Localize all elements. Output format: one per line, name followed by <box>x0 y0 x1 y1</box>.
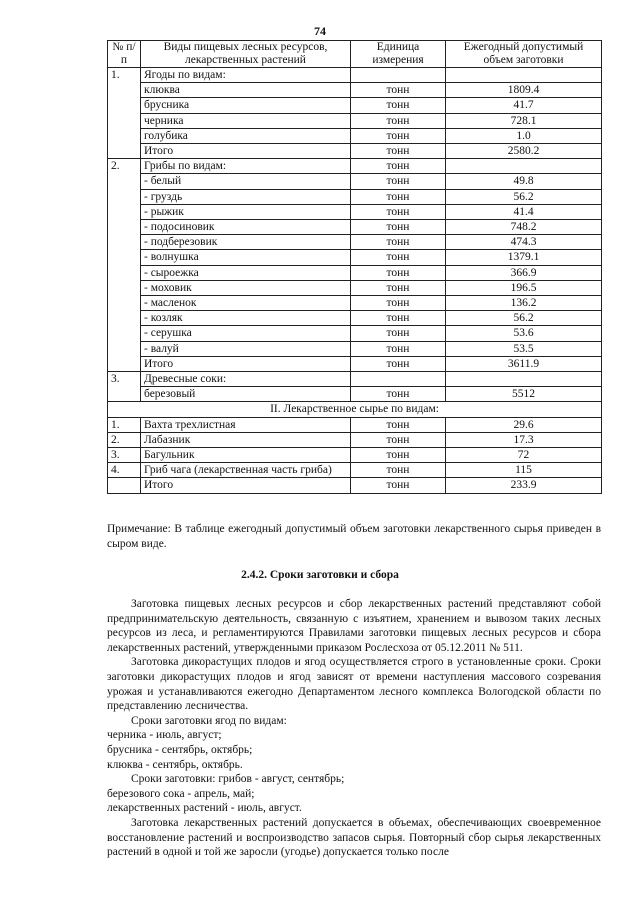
group-title: Древесные соки: <box>141 372 351 387</box>
row-unit: тонн <box>351 113 446 128</box>
row-value: 115 <box>446 463 602 478</box>
table-row <box>108 174 602 189</box>
row-number: 2. <box>108 432 141 447</box>
row-name: березовый <box>141 387 351 402</box>
table-row <box>108 311 602 326</box>
row-unit: тонн <box>351 280 446 295</box>
row-value: 56.2 <box>446 311 602 326</box>
row-name: Багульник <box>141 448 351 463</box>
row-number: 3. <box>108 448 141 463</box>
row-number <box>108 478 141 493</box>
row-value: 474.3 <box>446 235 602 250</box>
row-name: - волнушка <box>141 250 351 265</box>
header-unit: Единица измерения <box>351 41 446 68</box>
table-group-title-row <box>108 372 602 387</box>
table-row <box>108 144 602 159</box>
row-value: 1.0 <box>446 128 602 143</box>
row-value: 72 <box>446 448 602 463</box>
table-body <box>108 68 602 494</box>
row-value: 196.5 <box>446 280 602 295</box>
row-unit: тонн <box>351 265 446 280</box>
row-unit: тонн <box>351 341 446 356</box>
row-value: 41.7 <box>446 98 602 113</box>
list-item: брусника - сентябрь, октябрь; <box>107 743 253 756</box>
table-row <box>108 250 602 265</box>
row-unit: тонн <box>351 463 446 478</box>
row-unit: тонн <box>351 204 446 219</box>
group-title: Грибы по видам: <box>141 159 351 174</box>
row-value <box>446 68 602 83</box>
table-row <box>108 478 602 493</box>
row-value: 136.2 <box>446 296 602 311</box>
row-name: - козляк <box>141 311 351 326</box>
row-name: - валуй <box>141 341 351 356</box>
row-name: Итого <box>141 478 351 493</box>
table-row <box>108 98 602 113</box>
row-unit: тонн <box>351 478 446 493</box>
row-number: 1. <box>108 417 141 432</box>
table-row <box>108 356 602 371</box>
list-item: Сроки заготовки: грибов - август, сентябрь; <box>131 773 345 786</box>
row-number: 4. <box>108 463 141 478</box>
row-value: 1379.1 <box>446 250 602 265</box>
row-unit: тонн <box>351 356 446 371</box>
header-resource: Виды пищевых лесных ресурсов, лекарственных растений <box>141 41 351 68</box>
row-name: - рыжик <box>141 204 351 219</box>
row-number: 3. <box>108 372 141 402</box>
list-item: Сроки заготовки ягод по видам: <box>131 714 287 727</box>
list-item: березового сока - апрель, май; <box>107 787 255 800</box>
row-name: Итого <box>141 356 351 371</box>
table-row <box>108 83 602 98</box>
row-value: 53.5 <box>446 341 602 356</box>
row-name: - белый <box>141 174 351 189</box>
table-group-title-row <box>108 159 602 174</box>
row-name: - серушка <box>141 326 351 341</box>
paragraph: Заготовка пищевых лесных ресурсов и сбор лекарственных растений представляют собой предпринимательскую деятельность, связанную с изъятием, хранением и вывозом таких лесных ресурсов из леса, и регламентируются Правилами заготовки пищевых лесных ресурсов и сбора лекарственных растений, утвержденными приказом Рослесхоза от 05.12.2011 № 511. <box>107 598 601 654</box>
medicinal-title-row <box>108 402 602 417</box>
row-unit: тонн <box>351 417 446 432</box>
table-note: Примечание: В таблице ежегодный допустимый объем заготовки лекарственного сырья приведен в сыром виде. <box>107 523 601 550</box>
row-unit: тонн <box>351 296 446 311</box>
row-unit: тонн <box>351 250 446 265</box>
row-name: Гриб чага (лекарственная часть гриба) <box>141 463 351 478</box>
row-value: 366.9 <box>446 265 602 280</box>
table-row <box>108 189 602 204</box>
row-value: 2580.2 <box>446 144 602 159</box>
row-name: клюква <box>141 83 351 98</box>
row-name: брусника <box>141 98 351 113</box>
table-row <box>108 326 602 341</box>
row-name: Вахта трехлистная <box>141 417 351 432</box>
header-volume: Ежегодный допустимый объем заготовки <box>446 41 602 68</box>
row-unit: тонн <box>351 387 446 402</box>
section-heading: 2.4.2. Сроки заготовки и сбора <box>241 569 399 581</box>
table-header-row <box>108 41 602 68</box>
row-unit: тонн <box>351 432 446 447</box>
table-group-title-row <box>108 68 602 83</box>
group-title: Ягоды по видам: <box>141 68 351 83</box>
row-unit: тонн <box>351 174 446 189</box>
row-unit: тонн <box>351 448 446 463</box>
row-value: 1809.4 <box>446 83 602 98</box>
row-name: - подберезовик <box>141 235 351 250</box>
row-value: 3611.9 <box>446 356 602 371</box>
row-name: - подосиновик <box>141 220 351 235</box>
row-unit: тонн <box>351 311 446 326</box>
row-name: - груздь <box>141 189 351 204</box>
list-item: клюква - сентябрь, октябрь. <box>107 758 243 771</box>
row-unit: тонн <box>351 220 446 235</box>
table-row <box>108 220 602 235</box>
row-value: 41.4 <box>446 204 602 219</box>
row-name: - сыроежка <box>141 265 351 280</box>
row-value: 728.1 <box>446 113 602 128</box>
table-row <box>108 280 602 295</box>
paragraph: Заготовка дикорастущих плодов и ягод осуществляется строго в установленные сроки. Сроки заготовки дикорастущих плодов и ягод зависят от времени наступления массового созревания урожая и устанавливаются ежегодно Департаментом лесного комплекса Вологодской области по представлению лесничества. <box>107 656 601 713</box>
table-row <box>108 128 602 143</box>
row-name: черника <box>141 113 351 128</box>
table-row <box>108 235 602 250</box>
row-unit: тонн <box>351 189 446 204</box>
list-item: лекарственных растений - июль, август. <box>107 802 302 815</box>
row-unit: тонн <box>351 235 446 250</box>
row-value: 17.3 <box>446 432 602 447</box>
row-unit: тонн <box>351 128 446 143</box>
row-unit: тонн <box>351 83 446 98</box>
row-unit <box>351 68 446 83</box>
page-number: 74 <box>314 24 326 38</box>
list-item: черника - июль, август; <box>107 729 222 742</box>
row-value: 56.2 <box>446 189 602 204</box>
header-num: № п/п <box>108 41 141 68</box>
row-value: 53.6 <box>446 326 602 341</box>
row-unit: тонн <box>351 144 446 159</box>
row-name: - моховик <box>141 280 351 295</box>
row-value: 5512 <box>446 387 602 402</box>
table-row <box>108 417 602 432</box>
body-text <box>107 597 601 860</box>
row-unit: тонн <box>351 326 446 341</box>
resources-table <box>107 40 602 494</box>
row-value <box>446 159 602 174</box>
paragraph: Заготовка лекарственных растений допускается в объемах, обеспечивающих своевременное восстановление растений и воспроизводство запасов сырья. Повторный сбор сырья лекарственных растений в одной и той же заросли (угодье) допускается только после <box>107 816 601 859</box>
row-name: голубика <box>141 128 351 143</box>
row-value: 29.6 <box>446 417 602 432</box>
row-value <box>446 372 602 387</box>
row-value: 748.2 <box>446 220 602 235</box>
row-unit: тонн <box>351 98 446 113</box>
table-row <box>108 113 602 128</box>
table-row <box>108 265 602 280</box>
row-value: 233.9 <box>446 478 602 493</box>
row-name: Лабазник <box>141 432 351 447</box>
table-row <box>108 296 602 311</box>
row-unit: тонн <box>351 159 446 174</box>
row-value: 49.8 <box>446 174 602 189</box>
row-unit <box>351 372 446 387</box>
table-row <box>108 387 602 402</box>
row-name: Итого <box>141 144 351 159</box>
table-row <box>108 448 602 463</box>
row-number: 2. <box>108 159 141 372</box>
table-row <box>108 463 602 478</box>
table-row <box>108 204 602 219</box>
row-name: - масленок <box>141 296 351 311</box>
medicinal-section-title: II. Лекарственное сырье по видам: <box>108 402 602 417</box>
table-row <box>108 341 602 356</box>
row-number: 1. <box>108 68 141 159</box>
table-row <box>108 432 602 447</box>
